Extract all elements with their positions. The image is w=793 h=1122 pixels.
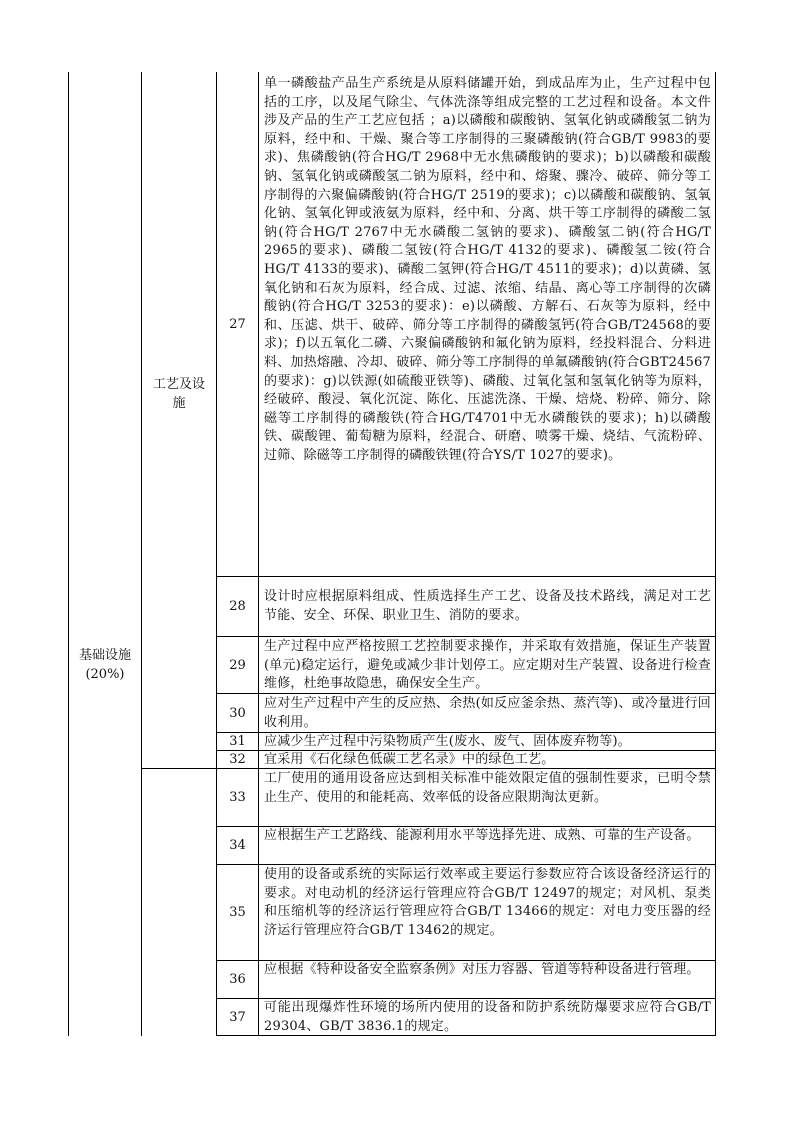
row-description: 应减少生产过程中污染物质产生(废水、废气、固体废弃物等)。 [264, 734, 631, 749]
category-cell [69, 640, 141, 690]
category-name: 基础设施 [78, 648, 131, 663]
subcategory-cell [142, 374, 216, 414]
row-description: 工厂使用的通用设备应达到相关标准中能效限定值的强制性要求，已明令禁止生产、使用的和能耗高、效率低的设备应限期淘汰更新。 [264, 771, 711, 805]
row-number: 29 [229, 657, 246, 673]
row-description: 应根据《特种设备安全监察条例》对压力容器、管道等特种设备进行管理。 [264, 962, 700, 977]
row-number: 30 [229, 705, 246, 721]
row-number: 32 [229, 752, 246, 767]
subcategory-label-line2: 施 [172, 396, 186, 411]
table-bottom-rule [216, 1035, 716, 1036]
row-number: 28 [229, 599, 246, 614]
subcategory-label-line1: 工艺及设 [152, 377, 205, 392]
row-number: 33 [229, 790, 246, 805]
category-weight: (20%) [85, 667, 125, 682]
row-description: 生产过程中应严格按照工艺控制要求操作，并采取有效措施，保证生产装置(单元)稳定运行，避免或减少非计划停工。应定期对生产装置、设备进行检查维修，杜绝事故隐患，确保安全生产。 [264, 639, 711, 692]
row-description: 使用的设备或系统的实际运行效率或主要运行参数应符合该设备经济运行的要求。对电动机的经济运行管理应符合GB/T 12497的规定；对风机、泵类和压缩机等的经济运行管理应符合GB/T 13466的规定：对电力变压器的经济运行管理应符合GB/T 13462的规定。 [264, 867, 711, 938]
row-description: 可能出现爆炸性环境的场所内使用的设备和防护系统防爆要求应符合GB/T 29304、GB/T 3836.1的规定。 [264, 1000, 711, 1034]
col-rule-category [141, 72, 142, 1036]
row-number: 36 [229, 972, 246, 987]
row-number: 31 [229, 734, 246, 749]
row-description: 宜采用《石化绿色低碳工艺名录》中的绿色工艺。 [264, 752, 555, 767]
col-rule-left [68, 72, 69, 1036]
col-rule-right [715, 72, 716, 1036]
row-rule [216, 576, 716, 577]
row-description: 应根据生产工艺路线、能源利用水平等选择先进、成熟、可靠的生产设备。 [264, 828, 700, 843]
row-number: 34 [229, 838, 246, 853]
row-description: 应对生产过程中产生的反应热、余热(如反应釜余热、蒸汽等)、或冷量进行回收利用。 [264, 696, 711, 730]
row-number: 35 [229, 905, 246, 920]
row-number: 37 [229, 1009, 246, 1025]
row-number: 27 [229, 316, 246, 332]
row-description: 设计时应根据原料组成、性质选择生产工艺、设备及技术路线，满足对工艺节能、安全、环保、职业卫生、消防的要求。 [264, 589, 711, 623]
row-description: 单一磷酸盐产品生产系统是从原料储罐开始，到成品库为止，生产过程中包括的工序，以及尾气除尘、气体洗涤等组成完整的工艺过程和设备。本文件涉及产品的生产工艺应包括 ；a)以磷酸和碳酸钠、氢氧化钠或磷酸氢二钠为原料，经中和、干燥、聚合等工序制得的三聚磷酸钠(符合GB/T 9983的要求)、焦磷酸钠(符合HG/T 2968中无水焦磷酸钠的要求)；b)以磷酸和碳酸钠、氢氧化钠或磷酸氢二钠为原料，经中和、熔聚、骤冷、破碎、筛分等工序制得的六聚偏磷酸钠(符合HG/T 2519的要求)；c)以磷酸和碳酸钠、氢氧化钠、氢氧化钾或液氨为原料，经中和、分离、烘干等工序制得的磷酸二氢钠(符合HG/T 2767中无水磷酸二氢钠的要求)、磷酸氢二钠(符合HG/T 2965的要求)、磷酸二氢铵(符合HG/T 4132的要求)、磷酸氢二铵(符合HG/T 4133的要求)、磷酸二氢钾(符合HG/T 4511的要求)；d)以黄磷、氢氧化钠和石灰为原料，经合成、过滤、浓缩、结晶、离心等工序制得的次磷酸钠(符合HG/T 3253的要求)：e)以磷酸、方解石、石灰等为原料，经中和、压滤、烘干、破碎、筛分等工序制得的磷酸氢钙(符合GB/T24568的要求)；f)以五氧化二磷、六聚偏磷酸钠和氟化钠为原料，经投料混合、分料进料、加热熔融、冷却、破碎、筛分等工序制得的单氟磷酸钠(符合GBT24567的要求)：g)以铁源(如硫酸亚铁等)、磷酸、过氧化氢和氢氧化钠等为原料，经破碎、酸浸、氧化沉淀、陈化、压滤洗涤、干燥、焙烧、粉碎、筛分、除磁等工序制得的磷酸铁(符合HG/T4701中无水磷酸铁的要求)；h)以磷酸铁、碳酸锂、葡萄糖为原料，经混合、研磨、喷雾干燥、烧结、气流粉碎、过筛、除磁等工序制得的磷酸铁锂(符合YS/T 1027的要求)。 [264, 76, 711, 463]
